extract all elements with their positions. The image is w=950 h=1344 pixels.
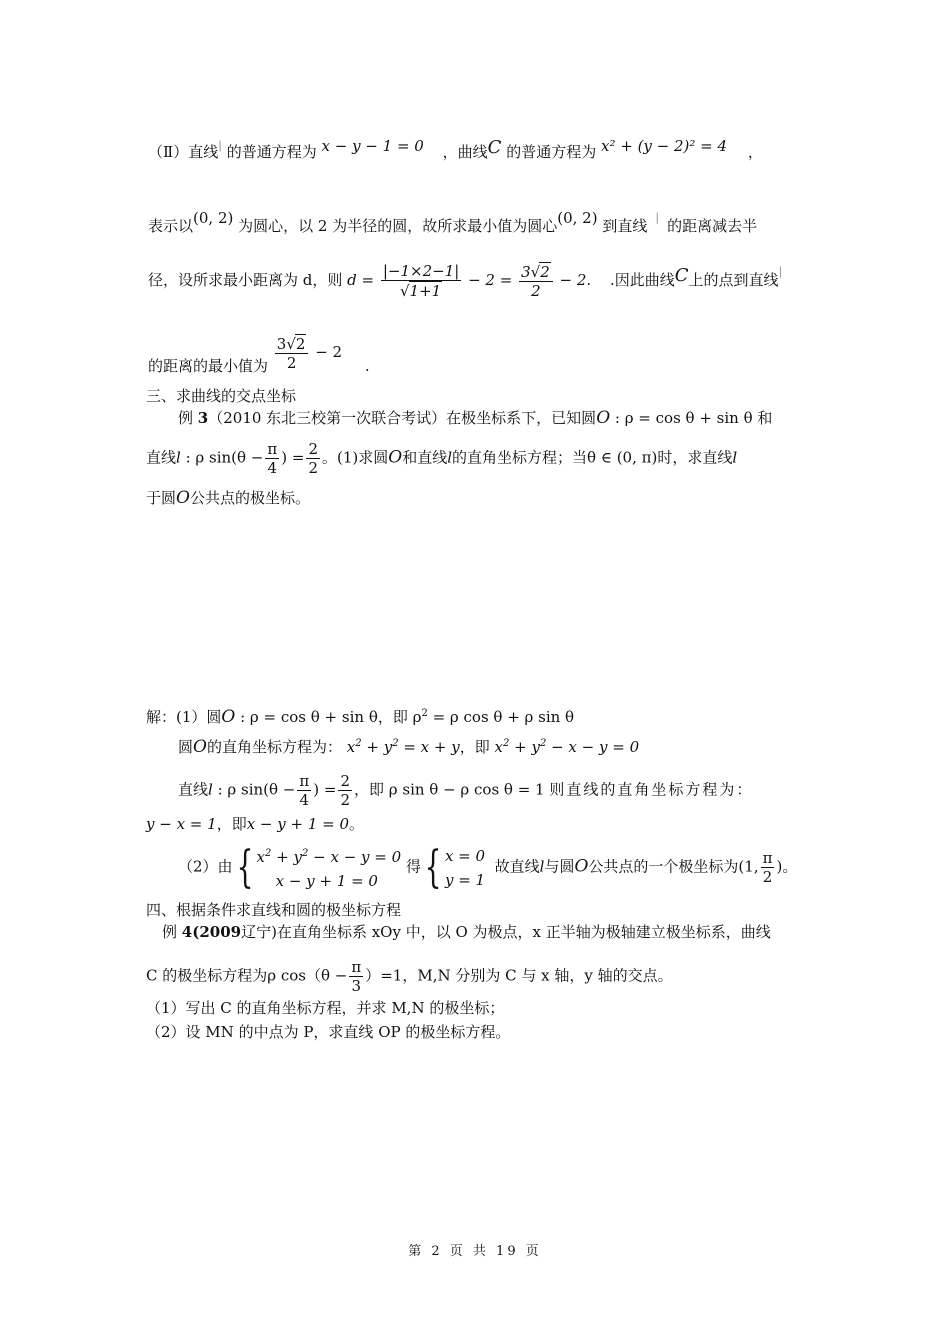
text: ，即 — [459, 738, 490, 756]
text: 与圆 — [544, 857, 575, 876]
question-1: （1）写出 C 的直角坐标方程，并求 M,N 的极坐标； — [146, 999, 505, 1017]
math: $x^2 + y^2 = x + y$ — [346, 738, 460, 756]
text: 直线 — [178, 780, 209, 799]
text: . — [364, 357, 370, 375]
math: $x^2 + y^2 - x - y = 0$ — [494, 738, 640, 756]
text: 为圆心，以 2 为半径的圆，故所求最小值为圆心 — [238, 217, 558, 235]
text: （2）由 — [178, 857, 233, 876]
text: ，即 — [354, 780, 385, 799]
text: 和直线 — [402, 448, 448, 467]
example-3-line-2: 直线l : ρ sin(θ − $\frac{\pi}{4}$ ) = $\frac{2}{2}$ 。(1)求圆O和直线l的直角坐标方程；当θ ∈ (0, π)时，求直线l — [146, 440, 738, 477]
text: 的直角坐标方程；当 — [452, 448, 588, 467]
point-center: (0, 2) — [193, 209, 234, 227]
solution-system: x = 0 y = 1 — [444, 846, 486, 889]
text: 的直角坐标方程为： — [206, 738, 342, 756]
text: 的普通方程为 — [226, 143, 317, 161]
text: 的距离的最小值为 — [148, 357, 269, 375]
math: O — [221, 707, 236, 727]
page-footer: 第 2 页 共 19 页 — [408, 1244, 542, 1259]
text: 的距离减去半 — [667, 217, 758, 235]
example-3-line-3 — [146, 488, 310, 508]
text: （2010 东北三校第一次联合考试）在极坐标系下，已知圆 — [208, 409, 597, 427]
solution-line-3: 直线l : ρ sin(θ − $\frac{\pi}{4}$ ) = $\frac{2}{2}$ ，即 ρ sin θ − ρ cos θ = 1 则直线的直角坐标方程为： — [178, 772, 754, 809]
solution-line-4 — [146, 814, 364, 834]
text: 的普通方程为 — [506, 143, 597, 161]
text: 故直线 — [494, 857, 540, 876]
para-line-2: 表示以(0, 2) 为圆心，以 2 为半径的圆，故所求最小值为圆心(0, 2) 到直线 | 的距离减去半 — [148, 209, 758, 235]
symbol-c: C — [487, 137, 502, 158]
text: ，即 — [216, 815, 247, 833]
text: 公共点的极坐标。 — [189, 489, 310, 507]
math: y − x = 1 — [146, 815, 217, 833]
math: l — [176, 448, 181, 467]
para-line-4 — [148, 334, 370, 376]
text: 例 — [178, 409, 194, 427]
text: 直线 — [146, 448, 177, 467]
section-title-3: 三、求曲线的交点坐标 — [146, 387, 297, 405]
example-4-line-1 — [162, 922, 771, 942]
text: ， — [747, 143, 763, 161]
text: 和 — [757, 409, 773, 427]
text: 到直线 — [602, 217, 648, 235]
text: 径，设所求最小距离为 d，则 — [148, 271, 343, 289]
text: 上的点到直线 — [688, 271, 779, 289]
math: l — [447, 448, 453, 467]
question-2: （2）设 MN 的中点为 P，求直线 OP 的极坐标方程。 — [146, 1023, 511, 1041]
solution-line-1: 解：(1）圆O : ρ = cos θ + sin θ，即 $\rho^2 = \rho$ cos θ + ρ sin θ — [146, 707, 575, 727]
para-line-3: 径，设所求最小距离为 d，则 d = $\frac{|-1\times 2-1|}{√1+1}$ − 2 = $\frac{3√2}{2}$ − 2. .因此曲线C上的点到直线| — [148, 262, 783, 300]
solution-line-2 — [178, 734, 639, 757]
text: 于圆 — [146, 489, 177, 507]
text: 例 — [162, 923, 178, 941]
text: ，曲线 — [442, 143, 488, 161]
distance-formula: d = $\frac{|-1\times 2-1|}{√1+1}$ − 2 = $\frac{3√2}{2}$ − 2. — [347, 262, 596, 300]
math: O — [176, 488, 190, 508]
text: 公共点的一个极坐标为 — [588, 857, 739, 876]
text: （Ⅱ）直线 — [148, 143, 219, 161]
example-number: 4(2009 — [181, 923, 242, 941]
text: 辽宁)在直角坐标系 xOy 中，以 O 为极点，x 正半轴为极轴建立极坐标系，曲线 — [241, 923, 771, 941]
equation-curve: x² + (y − 2)² = 4 — [601, 137, 728, 155]
text: 圆 — [178, 738, 194, 756]
math: l — [732, 448, 738, 467]
math: x − y + 1 = 0 — [246, 815, 350, 833]
text: .因此曲线 — [609, 271, 675, 289]
symbol-c: C — [674, 265, 689, 286]
section-title-4: 四、根据条件求直线和圆的极坐标方程 — [146, 901, 402, 919]
math: O — [388, 447, 403, 468]
text: 。 — [349, 815, 365, 833]
min-value: $\frac{3√2}{2}$ − 2 — [276, 335, 343, 372]
text: 。 — [782, 857, 798, 876]
text: C 的极坐标方程为 — [146, 966, 268, 985]
example-4-line-2: C 的极坐标方程为ρ cos（θ − $\frac{\pi}{3}$ ）=1，M,N 分别为 C 与 x 轴，y 轴的交点。 — [146, 958, 673, 995]
math: O — [596, 408, 611, 428]
math: l — [539, 857, 545, 876]
example-3-line-1: 例 3（2010 东北三校第一次联合考试）在极坐标系下，已知圆O : ρ = cos θ + sin θ 和 — [178, 408, 773, 428]
text: 。(1)求圆 — [322, 448, 389, 467]
text: =1，M,N 分别为 C 与 x 轴，y 轴的交点。 — [380, 966, 673, 985]
example-number: 3 — [197, 409, 209, 427]
equation-system: $x^2 + y^2 - x - y = 0$ x − y + 1 = 0 — [256, 848, 402, 890]
solution-line-5: （2）由{ $x^2 + y^2 - x - y = 0$ x − y + 1 = 0 得{ x = 0 y = 1 故直线l与圆O公共点的一个极坐标为(1, $\frac{\pi}{2}$ )。 — [178, 841, 798, 893]
text: ，即 — [377, 708, 408, 726]
para-line-1: （Ⅱ）直线| 的普通方程为 x − y − 1 = 0 ，曲线C 的普通方程为 x² + (y − 2)² = 4 ， — [148, 137, 763, 161]
text: 时，求直线 — [657, 448, 733, 467]
math: O — [574, 856, 589, 877]
text: 表示以 — [148, 217, 194, 235]
point-center: (0, 2) — [557, 209, 598, 227]
equation-line: x − y − 1 = 0 — [321, 137, 424, 155]
text: 则直线的直角坐标方程为： — [549, 780, 754, 799]
math: l — [208, 780, 213, 799]
math: O — [193, 737, 207, 757]
text: 得 — [405, 857, 421, 876]
text: 解：(1）圆 — [146, 708, 222, 726]
